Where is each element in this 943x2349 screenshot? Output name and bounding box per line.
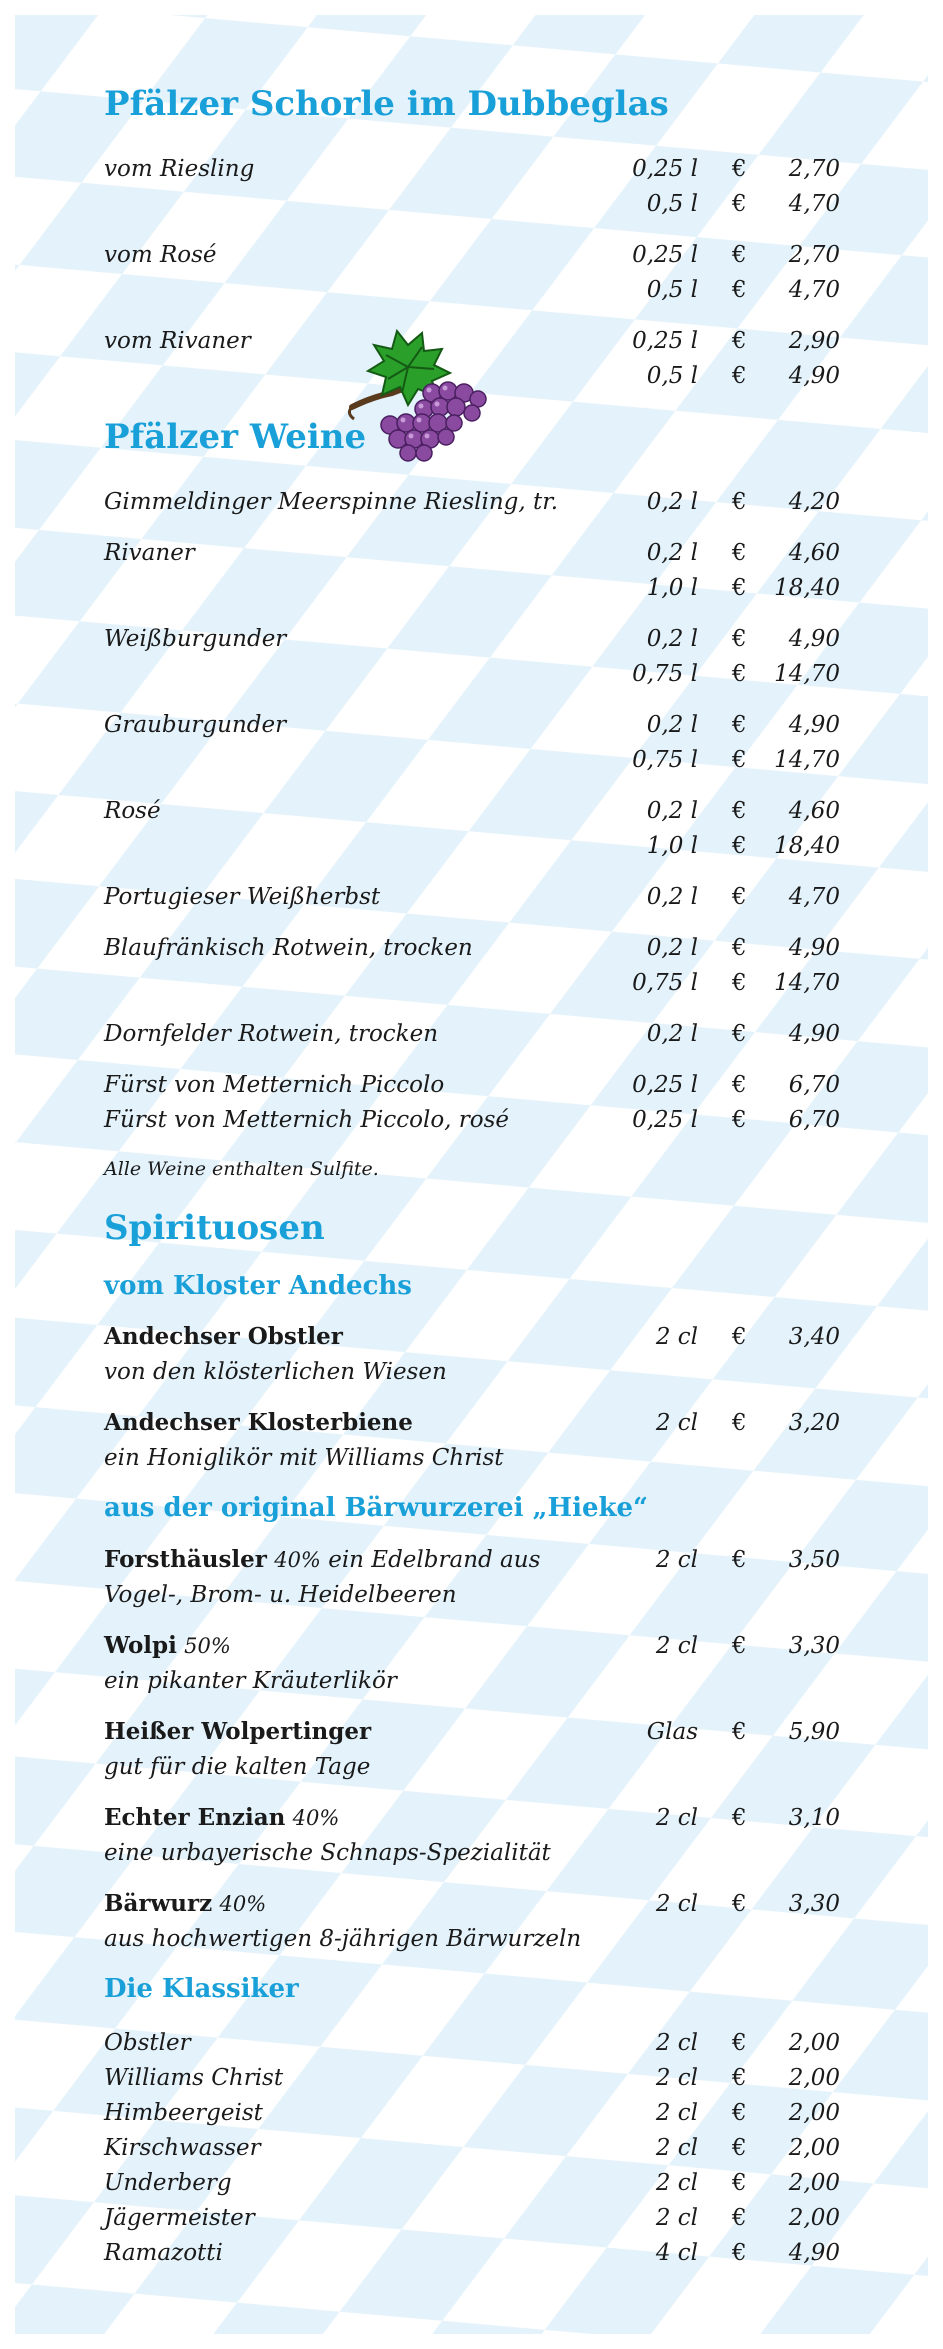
item-volume: 0,25 l — [632, 242, 698, 268]
item-volume: 0,5 l — [646, 277, 698, 303]
item-volume: 0,2 l — [646, 489, 698, 515]
item-volume: 2 cl — [655, 1891, 698, 1917]
item-name: Jägermeister — [104, 2205, 255, 2231]
item-name-bold: Bärwurz — [104, 1890, 213, 1917]
menu-row — [0, 622, 943, 656]
menu-row — [0, 1715, 943, 1749]
item-price: 4,70 — [788, 191, 840, 217]
item-description: von den klösterlichen Wiesen — [104, 1359, 447, 1385]
item-name: Weißburgunder — [104, 626, 287, 652]
item-name: Portugieser Weißherbst — [104, 884, 381, 910]
item-volume: 4 cl — [655, 2240, 698, 2266]
menu-row-desc — [0, 1355, 943, 1389]
item-price: 5,90 — [788, 1719, 840, 1745]
item-name: Blaufränkisch Rotwein, trocken — [104, 935, 473, 961]
currency-symbol: € — [732, 935, 747, 961]
currency-symbol: € — [732, 2100, 747, 2126]
subsection-title: vom Kloster Andechs — [104, 1271, 412, 1301]
item-price: 2,00 — [788, 2030, 840, 2056]
item-price: 4,60 — [788, 540, 840, 566]
currency-symbol: € — [732, 489, 747, 515]
item-description: gut für die kalten Tage — [104, 1754, 371, 1780]
item-price: 18,40 — [774, 575, 840, 601]
menu-row — [0, 571, 943, 605]
currency-symbol: € — [732, 747, 747, 773]
menu-row — [0, 152, 943, 186]
item-inline-description: ein Edelbrand aus — [328, 1547, 541, 1573]
currency-symbol: € — [732, 970, 747, 996]
menu-row — [0, 1801, 943, 1835]
item-name: Fürst von Metternich Piccolo, rosé — [104, 1107, 510, 1133]
currency-symbol: € — [732, 1633, 747, 1659]
item-name — [104, 1320, 343, 1354]
currency-symbol: € — [732, 191, 747, 217]
item-strength: 40% — [292, 1806, 340, 1830]
menu-row — [0, 743, 943, 777]
item-price: 2,00 — [788, 2065, 840, 2091]
menu-row-desc — [0, 1750, 943, 1784]
item-volume: 0,25 l — [632, 328, 698, 354]
item-name-bold: Andechser Obstler — [104, 1323, 343, 1350]
menu-row — [0, 2096, 943, 2130]
item-price: 2,00 — [788, 2100, 840, 2126]
item-name — [104, 1715, 371, 1749]
item-name: Rosé — [104, 798, 161, 824]
menu-row — [0, 880, 943, 914]
item-price: 4,60 — [788, 798, 840, 824]
item-price: 4,90 — [788, 363, 840, 389]
subsection-title: aus der original Bärwurzerei „Hieke“ — [104, 1493, 648, 1523]
item-name: Obstler — [104, 2030, 191, 2056]
menu-row — [0, 931, 943, 965]
currency-symbol: € — [732, 626, 747, 652]
menu-row — [0, 2061, 943, 2095]
menu-row-desc — [0, 1441, 943, 1475]
currency-symbol: € — [732, 833, 747, 859]
currency-symbol: € — [732, 1072, 747, 1098]
item-description: Vogel-, Brom- u. Heidelbeeren — [104, 1582, 457, 1608]
currency-symbol: € — [732, 540, 747, 566]
menu-row — [0, 2201, 943, 2235]
currency-symbol: € — [732, 1891, 747, 1917]
item-name: Dornfelder Rotwein, trocken — [104, 1021, 439, 1047]
item-name: Kirschwasser — [104, 2135, 261, 2161]
currency-symbol: € — [732, 884, 747, 910]
item-volume: 0,2 l — [646, 798, 698, 824]
section-title: Pfälzer Weine — [104, 417, 367, 457]
item-name — [104, 1406, 413, 1440]
menu-row — [0, 187, 943, 221]
currency-symbol: € — [732, 242, 747, 268]
menu-row — [0, 1887, 943, 1921]
item-volume: 0,2 l — [646, 1021, 698, 1047]
menu-row — [0, 794, 943, 828]
item-name: Williams Christ — [104, 2065, 284, 2091]
item-name — [104, 1543, 540, 1577]
menu-row-desc — [0, 1836, 943, 1870]
item-volume: Glas — [646, 1719, 698, 1745]
currency-symbol: € — [732, 1107, 747, 1133]
item-name-bold: Andechser Klosterbiene — [104, 1409, 413, 1436]
item-volume: 2 cl — [655, 1805, 698, 1831]
item-price: 14,70 — [774, 970, 840, 996]
item-volume: 2 cl — [655, 1547, 698, 1573]
item-volume: 2 cl — [655, 1410, 698, 1436]
item-name — [104, 1801, 339, 1835]
sulfite-note: Alle Weine enthalten Sulfite. — [104, 1158, 379, 1180]
item-price: 2,70 — [788, 156, 840, 182]
section-title: Pfälzer Schorle im Dubbeglas — [104, 84, 669, 124]
item-description: ein Honiglikör mit Williams Christ — [104, 1445, 504, 1471]
item-price: 2,90 — [788, 328, 840, 354]
item-name: Ramazotti — [104, 2240, 223, 2266]
item-volume: 1,0 l — [646, 833, 698, 859]
item-price: 2,00 — [788, 2170, 840, 2196]
item-price: 3,50 — [788, 1547, 840, 1573]
item-price: 2,00 — [788, 2205, 840, 2231]
menu-row — [0, 966, 943, 1000]
menu-row-desc — [0, 1664, 943, 1698]
item-description: aus hochwertigen 8-jährigen Bärwurzeln — [104, 1926, 582, 1952]
item-name-bold: Heißer Wolpertinger — [104, 1718, 372, 1745]
menu-row — [0, 2131, 943, 2165]
menu-row — [0, 1068, 943, 1102]
item-price: 3,30 — [788, 1891, 840, 1917]
item-name — [104, 1887, 266, 1921]
item-price: 3,40 — [788, 1324, 840, 1350]
currency-symbol: € — [732, 156, 747, 182]
item-name-bold: Forsthäusler — [104, 1546, 267, 1573]
menu-row — [0, 2166, 943, 2200]
item-volume: 0,2 l — [646, 626, 698, 652]
item-price: 3,10 — [788, 1805, 840, 1831]
menu-row — [0, 238, 943, 272]
item-name-bold: Echter Enzian — [104, 1804, 286, 1831]
currency-symbol: € — [732, 1805, 747, 1831]
item-volume: 0,75 l — [632, 747, 698, 773]
item-price: 4,90 — [788, 2240, 840, 2266]
currency-symbol: € — [732, 1410, 747, 1436]
currency-symbol: € — [732, 2205, 747, 2231]
item-price: 4,90 — [788, 1021, 840, 1047]
menu-row — [0, 1017, 943, 1051]
item-name — [104, 1629, 231, 1663]
item-volume: 0,2 l — [646, 540, 698, 566]
currency-symbol: € — [732, 2065, 747, 2091]
item-name: Grauburgunder — [104, 712, 287, 738]
item-price: 3,30 — [788, 1633, 840, 1659]
currency-symbol: € — [732, 2030, 747, 2056]
item-name-bold: Wolpi — [104, 1632, 177, 1659]
item-volume: 0,5 l — [646, 191, 698, 217]
currency-symbol: € — [732, 363, 747, 389]
item-volume: 0,2 l — [646, 884, 698, 910]
item-volume: 0,25 l — [632, 1072, 698, 1098]
item-price: 4,90 — [788, 712, 840, 738]
item-description: ein pikanter Kräuterlikör — [104, 1668, 397, 1694]
currency-symbol: € — [732, 1021, 747, 1047]
item-description: eine urbayerische Schnaps-Spezialität — [104, 1840, 551, 1866]
item-price: 4,90 — [788, 935, 840, 961]
menu-row-desc — [0, 1578, 943, 1612]
item-volume: 2 cl — [655, 1324, 698, 1350]
item-price: 6,70 — [788, 1072, 840, 1098]
item-volume: 1,0 l — [646, 575, 698, 601]
item-price: 18,40 — [774, 833, 840, 859]
currency-symbol: € — [732, 2170, 747, 2196]
item-price: 6,70 — [788, 1107, 840, 1133]
menu-row — [0, 829, 943, 863]
menu-row-desc — [0, 1922, 943, 1956]
currency-symbol: € — [732, 328, 747, 354]
menu-row — [0, 273, 943, 307]
menu-row — [0, 1320, 943, 1354]
item-volume: 2 cl — [655, 2100, 698, 2126]
menu-row — [0, 1406, 943, 1440]
item-volume: 2 cl — [655, 2135, 698, 2161]
currency-symbol: € — [732, 575, 747, 601]
item-price: 3,20 — [788, 1410, 840, 1436]
item-strength: 40% — [274, 1548, 321, 1572]
currency-symbol: € — [732, 1324, 747, 1350]
item-volume: 2 cl — [655, 2030, 698, 2056]
item-volume: 0,25 l — [632, 156, 698, 182]
item-price: 2,70 — [788, 242, 840, 268]
item-name: Rivaner — [104, 540, 195, 566]
item-price: 14,70 — [774, 661, 840, 687]
item-volume: 0,2 l — [646, 712, 698, 738]
item-name: Underberg — [104, 2170, 232, 2196]
item-volume: 0,75 l — [632, 970, 698, 996]
currency-symbol: € — [732, 798, 747, 824]
item-price: 4,70 — [788, 277, 840, 303]
currency-symbol: € — [732, 277, 747, 303]
item-volume: 2 cl — [655, 1633, 698, 1659]
item-volume: 0,2 l — [646, 935, 698, 961]
item-volume: 2 cl — [655, 2170, 698, 2196]
currency-symbol: € — [732, 2135, 747, 2161]
item-price: 4,70 — [788, 884, 840, 910]
menu-row — [0, 485, 943, 519]
item-strength: 40% — [219, 1892, 267, 1916]
item-price: 4,20 — [788, 489, 840, 515]
item-volume: 0,75 l — [632, 661, 698, 687]
menu-row — [0, 2026, 943, 2060]
item-name: Fürst von Metternich Piccolo — [104, 1072, 445, 1098]
item-name: Himbeergeist — [104, 2100, 263, 2126]
section-title: Spirituosen — [104, 1208, 325, 1248]
item-name: Gimmeldinger Meerspinne Riesling, tr. — [104, 489, 559, 515]
subsection-title: Die Klassiker — [104, 1974, 299, 2004]
menu-row — [0, 1629, 943, 1663]
item-volume: 2 cl — [655, 2205, 698, 2231]
currency-symbol: € — [732, 1719, 747, 1745]
currency-symbol: € — [732, 1547, 747, 1573]
menu-row — [0, 2236, 943, 2270]
item-volume: 0,5 l — [646, 363, 698, 389]
menu-row — [0, 1543, 943, 1577]
item-name: vom Rosé — [104, 242, 217, 268]
item-volume: 2 cl — [655, 2065, 698, 2091]
item-price: 14,70 — [774, 747, 840, 773]
item-name: vom Riesling — [104, 156, 255, 182]
item-name: vom Rivaner — [104, 328, 251, 354]
item-price: 2,00 — [788, 2135, 840, 2161]
currency-symbol: € — [732, 712, 747, 738]
menu-row — [0, 657, 943, 691]
menu-row — [0, 536, 943, 570]
item-price: 4,90 — [788, 626, 840, 652]
menu-row — [0, 1103, 943, 1137]
menu-row — [0, 708, 943, 742]
currency-symbol: € — [732, 661, 747, 687]
item-volume: 0,25 l — [632, 1107, 698, 1133]
item-strength: 50% — [184, 1634, 231, 1658]
currency-symbol: € — [732, 2240, 747, 2266]
